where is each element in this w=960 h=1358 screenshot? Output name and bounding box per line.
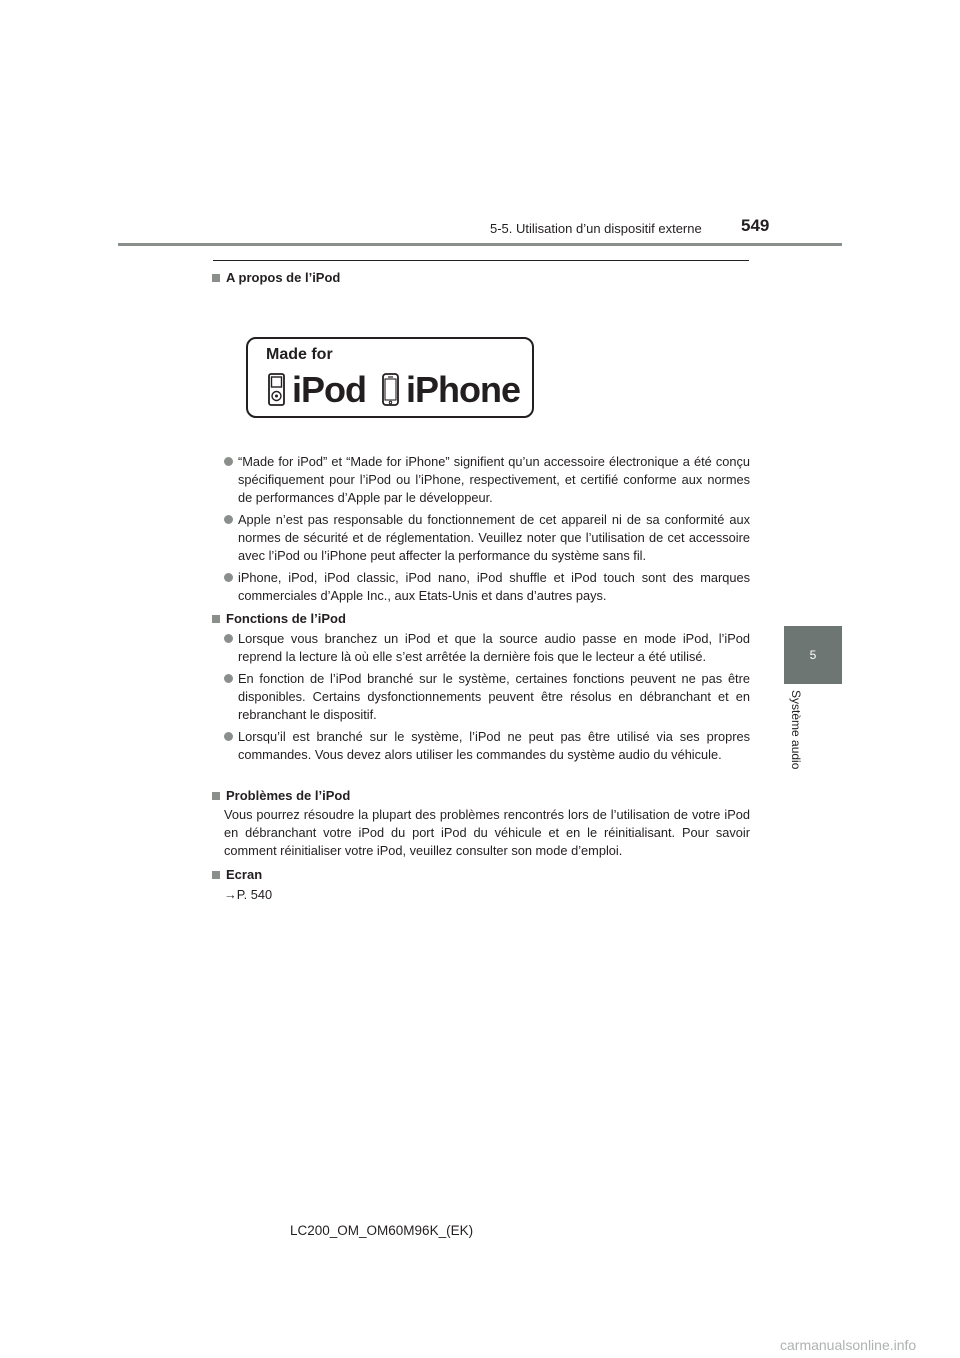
square-bullet-icon — [212, 274, 220, 282]
ipod-icon — [268, 373, 285, 406]
page-number: 549 — [741, 216, 770, 235]
list-item-text: iPhone, iPod, iPod classic, iPod nano, iPod shuffle et iPod touch sont des marques commerciales d’Apple Inc., aux Etats-Unis et dans d’autres pays. — [238, 570, 750, 603]
logo-made-for: Made for — [266, 346, 333, 363]
list-item — [224, 569, 750, 605]
section-heading — [212, 611, 346, 626]
section-heading — [212, 270, 340, 285]
list-item — [224, 630, 750, 666]
footer-document-code: LC200_OM_OM60M96K_(EK) — [290, 1223, 474, 1238]
round-bullet-icon — [224, 573, 233, 582]
section-heading-text: Fonctions de l’iPod — [226, 611, 346, 626]
list-item — [224, 670, 750, 724]
section-heading-text: Problèmes de l’iPod — [226, 788, 351, 803]
section-heading-text: Ecran — [226, 867, 263, 882]
made-for-ipod-iphone-logo — [246, 337, 534, 418]
paragraph: Vous pourrez résoudre la plupart des problèmes rencontrés lors de l’utilisation de votre iPod en débranchant votre iPod du port iPod du véhicule et en le réinitialisant. Pour savoir comment réinitialiser votre iPod, veuillez consulter son mode d’emploi. — [224, 807, 750, 858]
chapter-tab-label: Système audio — [789, 690, 803, 770]
logo-iphone: iPhone — [406, 369, 521, 410]
header-rule — [118, 243, 842, 246]
watermark: carmanualsonline.info — [780, 1337, 917, 1353]
list-item — [224, 511, 750, 565]
round-bullet-icon — [224, 634, 233, 643]
square-bullet-icon — [212, 615, 220, 623]
round-bullet-icon — [224, 732, 233, 741]
round-bullet-icon — [224, 515, 233, 524]
list-item-text: En fonction de l’iPod branché sur le système, certaines fonctions peuvent ne pas être disponibles. Certains dysfonctionnements peuvent être résolus en débranchant et en rebranchant le dispositif. — [238, 671, 750, 722]
list-item-text: Lorsque vous branchez un iPod et que la source audio passe en mode iPod, l’iPod reprend la lecture là où elle s’est arrêtée la dernière fois que le lecteur a été utilisé. — [238, 631, 750, 664]
section-heading-text: A propos de l’iPod — [226, 270, 341, 285]
square-bullet-icon — [212, 792, 220, 800]
list-item — [224, 453, 750, 507]
list-item-text: “Made for iPod” et “Made for iPhone” signifient qu’un accessoire électronique a été conçu spécifiquement pour l’iPod ou l’iPhone, respectivement, et certifié conforme aux normes de performances d’Apple par le développeur. — [238, 454, 750, 505]
section-heading — [212, 867, 262, 882]
chapter-tab — [784, 626, 842, 684]
square-bullet-icon — [212, 871, 220, 879]
logo-ipod: iPod — [292, 369, 366, 410]
section-heading — [212, 788, 350, 803]
page-reference: →P. 540 — [224, 887, 273, 902]
list-item-text: Lorsqu’il est branché sur le système, l’iPod ne peut pas être utilisé via ses propres commandes. Vous devez alors utiliser les commandes du système audio du véhicule. — [238, 729, 750, 762]
list-item — [224, 728, 750, 764]
header-section-title: 5-5. Utilisation d’un dispositif externe — [490, 221, 702, 236]
chapter-number: 5 — [809, 648, 817, 662]
round-bullet-icon — [224, 674, 233, 683]
list-item-text: Apple n’est pas responsable du fonctionnement de cet appareil ni de sa conformité aux normes de sécurité et de réglementation. Veuillez noter que l’utilisation de cet accessoire avec l’iPod ou l’iPhone peut affecter la performance du système sans fil. — [238, 512, 750, 563]
round-bullet-icon — [224, 457, 233, 466]
content-rule — [213, 260, 749, 261]
iphone-icon — [382, 373, 399, 406]
